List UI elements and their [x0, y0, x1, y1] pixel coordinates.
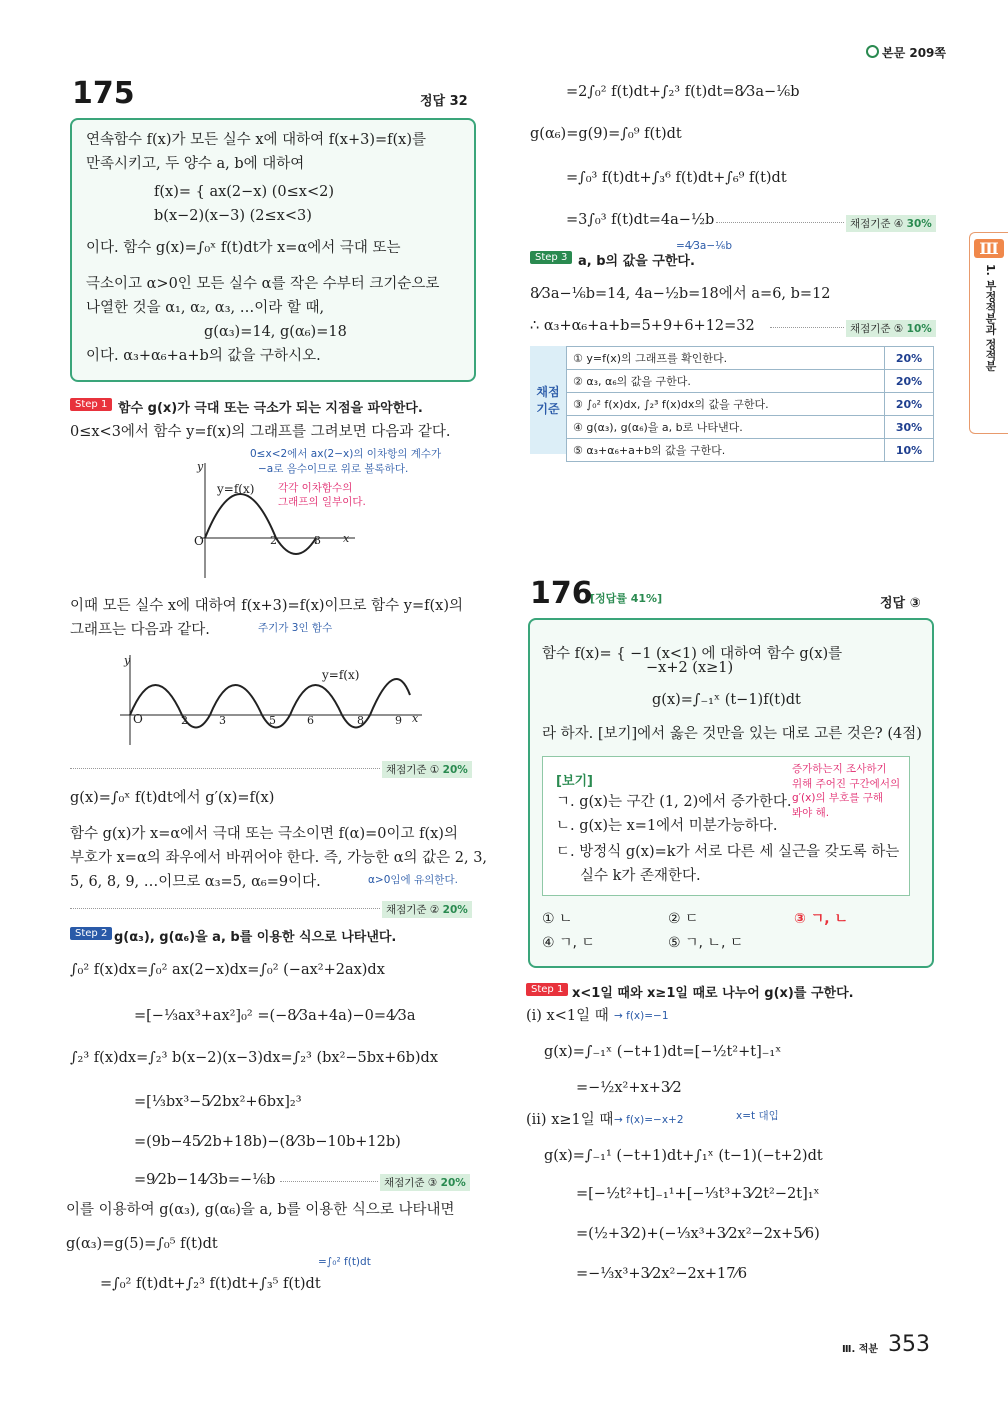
- graph1-ylabel: y: [197, 460, 204, 473]
- solution-line: 이때 모든 실수 x에 대하여 f(x+3)=f(x)이므로 함수 y=f(x)의: [70, 598, 463, 614]
- footer-section: Ⅲ. 적분: [842, 1344, 879, 1355]
- piecewise-line: b(x−2)(x−3) (2≤x<3): [154, 208, 312, 224]
- answer-176: 정답 ③: [880, 596, 921, 611]
- blue-note: =∫₀² f(t)dt: [318, 1256, 371, 1268]
- equation: =−⅓x³+3⁄2x²−2x+17⁄6: [576, 1266, 748, 1282]
- table-row: [567, 439, 934, 462]
- divider: [280, 1181, 378, 1182]
- graph2-ylabel: y: [124, 654, 131, 667]
- case-label: (i) x<1일 때: [526, 1008, 609, 1024]
- graph1-origin: O: [194, 534, 204, 548]
- table-cell-pct: 10%: [885, 439, 934, 462]
- piecewise-line: f(x)= { ax(2−x) (0≤x<2): [154, 184, 334, 200]
- criterion-label: 채점기준 ②: [386, 904, 440, 916]
- problem-line: −x+2 (x≥1): [646, 660, 734, 676]
- table-row: [567, 393, 934, 416]
- criterion-pct: 30%: [906, 218, 932, 230]
- pink-note: [792, 762, 908, 821]
- equation: =2∫₀² f(t)dt+∫₂³ f(t)dt=8⁄3a−⅙b: [566, 84, 800, 100]
- table-cell-pct: 20%: [885, 347, 934, 370]
- graph2-tick: 8: [357, 714, 364, 727]
- criterion-label: 채점기준 ④: [850, 218, 904, 230]
- solution-line: 이를 이용하여 g(α₃), g(α₆)을 a, b를 이용한 식으로 나타내면: [66, 1202, 455, 1218]
- equation: ∫₀² f(x)dx=∫₀² ax(2−x)dx=∫₀² (−ax²+2ax)dx: [70, 962, 385, 978]
- problem-line: 함수 f(x)= { −1 (x<1) 에 대하여 함수 g(x)를: [542, 646, 843, 662]
- bogi-label: [보기]: [556, 774, 593, 789]
- solution-line: 부호가 x=α의 좌우에서 바뀌어야 한다. 즉, 가능한 α의 값은 2, 3,: [70, 850, 488, 866]
- problem-number-176: 176: [530, 576, 593, 611]
- step3-badge: Step 3: [530, 251, 572, 264]
- criterion-5: [846, 320, 936, 337]
- graph2-tick: 3: [219, 714, 226, 727]
- table-cell: ② α₃, α₆의 값을 구한다.: [567, 370, 885, 393]
- table-row: [567, 416, 934, 439]
- equation: g(α₆)=g(9)=∫₀⁹ f(t)dt: [530, 126, 682, 142]
- criterion-pct: 20%: [442, 904, 468, 916]
- bogi-item: ㄷ. 방정식 g(x)=k가 서로 다른 세 실근을 갖도록 하는: [556, 844, 900, 860]
- bogi-item: 실수 k가 존재한다.: [580, 868, 701, 884]
- blue-note: 주기가 3인 함수: [258, 622, 333, 634]
- graph1-xlabel: x: [343, 532, 350, 545]
- solution-line: 5, 6, 8, 9, …이므로 α₃=5, α₆=9이다.: [70, 874, 321, 890]
- divider: [70, 768, 380, 769]
- equation: =−½x²+x+3⁄2: [576, 1080, 682, 1096]
- equation: =3∫₀³ f(t)dt=4a−½b: [566, 212, 715, 228]
- problem-line: g(α₃)=14, g(α₆)=18: [204, 324, 347, 340]
- problem-line: 이다. α₃+α₆+a+b의 값을 구하시오.: [86, 348, 321, 364]
- pink-note-line: 봐야 해.: [792, 807, 830, 820]
- problem-line: 나열한 것을 α₁, α₂, α₃, …이라 할 때,: [86, 300, 325, 316]
- answer-175: 정답 32: [420, 94, 468, 109]
- pink-note-line: 위해 주어진 구간에서의: [792, 777, 901, 790]
- step3-title: a, b의 값을 구한다.: [578, 254, 695, 269]
- page-ref-text: 본문 209쪽: [882, 46, 947, 60]
- criterion-2: [382, 901, 472, 918]
- step2-badge: Step 2: [70, 927, 112, 940]
- equation: =[−½t²+t]₋₁¹+[−⅓t³+3⁄2t²−2t]₁ˣ: [576, 1186, 820, 1202]
- blue-note: −a로 음수이므로 위로 볼록하다.: [258, 463, 409, 475]
- equation: 8⁄3a−⅙b=14, 4a−½b=18에서 a=6, b=12: [530, 286, 831, 302]
- equation: =(½+3⁄2)+(−⅓x³+3⁄2x²−2x+5⁄6): [576, 1226, 820, 1242]
- problem-line: g(x)=∫₋₁ˣ (t−1)f(t)dt: [652, 692, 801, 708]
- solution-line: 그래프는 다음과 같다.: [70, 622, 210, 638]
- table-cell: ④ g(α₃), g(α₆)을 a, b로 나타낸다.: [567, 416, 885, 439]
- scoring-table: [566, 346, 934, 462]
- criterion-pct: 20%: [442, 764, 468, 776]
- correct-rate: [정답률 41%]: [590, 592, 663, 605]
- equation: =[⅓bx³−5⁄2bx²+6bx]₂³: [134, 1094, 302, 1110]
- solution-line: g(x)=∫₀ˣ f(t)dt에서 g′(x)=f(x): [70, 790, 275, 806]
- circle-icon: [866, 45, 879, 58]
- blue-note: 0≤x<2에서 ax(2−x)의 이차항의 계수가: [250, 448, 442, 460]
- step1-badge-176: Step 1: [526, 983, 568, 996]
- criterion-3: [380, 1174, 470, 1191]
- table-cell-pct: 20%: [885, 393, 934, 416]
- table-cell-pct: 30%: [885, 416, 934, 439]
- problem-line: 이다. 함수 g(x)=∫₀ˣ f(t)dt가 x=α에서 극대 또는: [86, 240, 401, 256]
- divider: [70, 908, 380, 909]
- pink-note-line: 증가하는지 조사하기: [792, 763, 887, 775]
- criterion-1: [382, 761, 472, 778]
- table-cell: ① y=f(x)의 그래프를 확인한다.: [567, 347, 885, 370]
- chapter-tab: [969, 232, 1008, 434]
- problem-number-175: 175: [72, 76, 135, 111]
- divider: [716, 222, 844, 223]
- table-cell-pct: 20%: [885, 370, 934, 393]
- equation: ∴ α₃+α₆+a+b=5+9+6+12=32: [530, 318, 755, 334]
- graph2-tick: 5: [269, 714, 276, 727]
- problem-line: 극소이고 α>0인 모든 실수 α를 작은 수부터 크기순으로: [86, 276, 440, 292]
- solution-line: 0≤x<3에서 함수 y=f(x)의 그래프를 그려보면 다음과 같다.: [70, 424, 451, 440]
- table-cell: ⑤ α₃+α₆+a+b의 값을 구한다.: [567, 439, 885, 462]
- graph2-curve-label: y=f(x): [322, 668, 360, 682]
- graph2-tick: 9: [395, 714, 402, 727]
- problem-line: 만족시키고, 두 양수 a, b에 대하여: [86, 156, 305, 172]
- criterion-pct: 20%: [440, 1177, 466, 1189]
- graph1-tick-3: 3: [314, 534, 321, 547]
- solution-line: 함수 g(x)가 x=α에서 극대 또는 극소이면 f(α)=0이고 f(x)의: [70, 826, 458, 842]
- bogi-item: ㄱ. g(x)는 구간 (1, 2)에서 증가한다.: [556, 794, 792, 810]
- chapter-title: 1. 부정적분과 정적분: [984, 264, 997, 372]
- equation: g(x)=∫₋₁¹ (−t+1)dt+∫₁ˣ (t−1)(−t+2)dt: [544, 1148, 823, 1164]
- bogi-item: ㄴ. g(x)는 x=1에서 미분가능하다.: [556, 818, 778, 834]
- graph1-tick-2: 2: [270, 534, 277, 547]
- equation: g(x)=∫₋₁ˣ (−t+1)dt=[−½t²+t]₋₁ˣ: [544, 1044, 782, 1060]
- page-number: 353: [888, 1332, 930, 1357]
- equation: =∫₀³ f(t)dt+∫₃⁶ f(t)dt+∫₆⁹ f(t)dt: [566, 170, 787, 186]
- criterion-4: [846, 215, 936, 232]
- divider: [770, 327, 844, 328]
- graph2-xlabel: x: [412, 712, 419, 725]
- equation: =9⁄2b−14⁄3b=−⅙b: [134, 1172, 276, 1188]
- graph-one-period: [180, 458, 360, 583]
- step2-title: g(α₃), g(α₆)을 a, b를 이용한 식으로 나타낸다.: [114, 930, 397, 945]
- choice-2: ② ㄷ: [668, 911, 699, 927]
- equation: g(α₃)=g(5)=∫₀⁵ f(t)dt: [66, 1236, 218, 1252]
- graph2-origin: O: [133, 712, 143, 726]
- pink-note: 각각 이차함수의: [278, 482, 353, 494]
- table-row: [567, 347, 934, 370]
- choice-1: ① ㄴ: [542, 911, 573, 927]
- blue-note: → f(x)=−1: [614, 1010, 669, 1022]
- criterion-label: 채점기준 ⑤: [850, 323, 904, 335]
- step1-title-176: x<1일 때와 x≥1일 때로 나누어 g(x)를 구한다.: [572, 986, 854, 1001]
- choice-5: ⑤ ㄱ, ㄴ, ㄷ: [668, 935, 744, 951]
- choice-3-correct: ③ ㄱ, ㄴ: [794, 911, 848, 927]
- pink-note: 그래프의 일부이다.: [278, 496, 366, 508]
- table-header: 채점 기준: [530, 346, 566, 454]
- table-row: [567, 370, 934, 393]
- equation: ∫₂³ f(x)dx=∫₂³ b(x−2)(x−3)dx=∫₂³ (bx²−5bx+6b)dx: [70, 1050, 438, 1066]
- equation: =(9b−45⁄2b+18b)−(8⁄3b−10b+12b): [134, 1134, 401, 1150]
- page-ref: [866, 44, 946, 61]
- blue-note: α>0임에 유의한다.: [368, 874, 458, 886]
- step1-badge: Step 1: [70, 398, 112, 411]
- graph2-tick: 6: [307, 714, 314, 727]
- equation: =[−⅓ax³+ax²]₀² =(−8⁄3a+4a)−0=4⁄3a: [134, 1008, 416, 1024]
- problem-line: 라 하자. [보기]에서 옳은 것만을 있는 대로 고른 것은? (4점): [542, 726, 922, 742]
- criterion-label: 채점기준 ①: [386, 764, 440, 776]
- step1-title: 함수 g(x)가 극대 또는 극소가 되는 지점을 파악한다.: [118, 401, 423, 416]
- blue-note: → f(x)=−x+2: [614, 1114, 684, 1126]
- pink-note-line: g′(x)의 부호를 구해: [792, 792, 883, 805]
- graph2-tick: 2: [181, 714, 188, 727]
- blue-note: =4⁄3a−⅙b: [676, 240, 732, 252]
- graph1-curve-label: y=f(x): [217, 482, 255, 496]
- case-label: (ii) x≥1일 때: [526, 1112, 614, 1128]
- choice-4: ④ ㄱ, ㄷ: [542, 935, 595, 951]
- chapter-roman: Ⅲ: [974, 239, 1004, 258]
- graph-periodic: [110, 650, 430, 750]
- table-cell: ③ ∫₀² f(x)dx, ∫₂³ f(x)dx의 값을 구한다.: [567, 393, 885, 416]
- criterion-label: 채점기준 ③: [384, 1177, 438, 1189]
- blue-note: x=t 대입: [736, 1110, 779, 1122]
- criterion-pct: 10%: [906, 323, 932, 335]
- equation: =∫₀² f(t)dt+∫₂³ f(t)dt+∫₃⁵ f(t)dt: [100, 1276, 321, 1292]
- problem-line: 연속함수 f(x)가 모든 실수 x에 대하여 f(x+3)=f(x)를: [86, 132, 427, 148]
